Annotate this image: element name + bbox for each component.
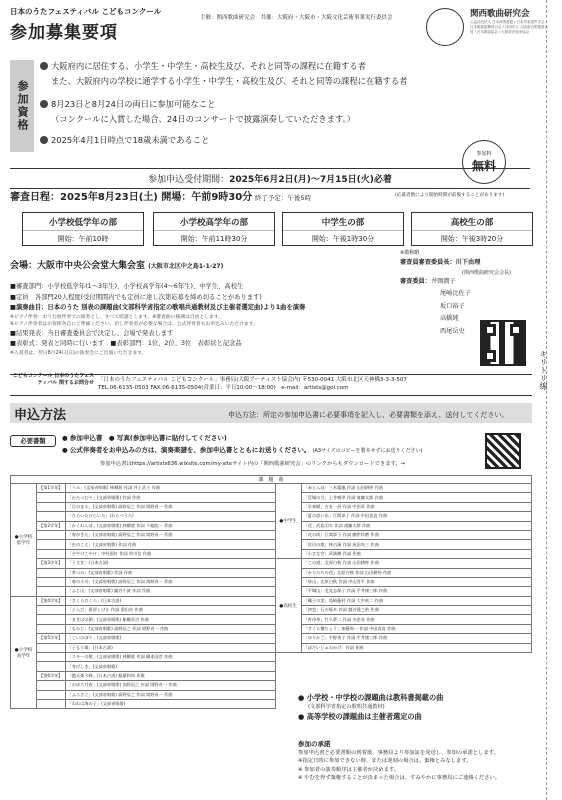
jury-chair-note: (関西歌曲研究会会長) [462, 269, 511, 276]
required-docs-label: 必要書類 [10, 435, 56, 447]
song-cell: 「子もり歌」(日本古謡) [65, 643, 275, 652]
table-row [11, 596, 532, 605]
qr-code-icon[interactable] [480, 320, 526, 366]
category-cell: ●中学生 [275, 484, 301, 559]
division-card [411, 212, 533, 246]
fee-small: 参加料 [476, 151, 492, 157]
division-name: 中学生の部 [283, 216, 403, 231]
grade-cell [37, 699, 66, 708]
song-cell: 「早春賦」吉丸一昌 作詞 中田章 作曲 [301, 502, 531, 511]
table-row [11, 587, 532, 596]
song-cell: 「ふるさと」(文部省唱歌) 高野辰之 作詞 岡野貞一 作曲 [65, 690, 275, 699]
table-row [11, 530, 532, 539]
grade-cell [37, 615, 66, 624]
song-cell: 「ふじ山」(文部省唱歌) 巌谷小波 作詞 作曲 [65, 587, 275, 596]
grade-cell [37, 681, 66, 690]
jury-member: 西尾岳史 [440, 327, 465, 335]
song-cell: 「スキーの歌」(文部省唱歌) 林柳波 作詞 橋本国彦 作曲 [65, 653, 275, 662]
song-cell: 「春がきた」(文部省唱歌) 高野辰之 作詞 岡野貞一 作曲 [65, 530, 275, 539]
grade-cell: 【第3学年】 [37, 559, 66, 568]
fee-big: 無料 [471, 159, 496, 173]
song-cell: 「初恋」石川啄木 作詞 越谷達之助 作曲 [301, 606, 531, 615]
division-card [22, 212, 144, 246]
requirement-note: ※ピアノ伴奏：おうた無伴奏での演奏とし、すべて暗譜とします。※審査曲の移調は自由とします。 [10, 314, 224, 320]
song-cell: 「宵待草」竹久夢二 作詞 多忠亮 作曲 [301, 615, 531, 624]
jury-member: 井岡潤子 [430, 277, 456, 285]
cut-line [546, 0, 547, 800]
required-doc: ● 公式伴奏者をお申込みの方は、演奏楽譜を、参加申込書とともにお送りください。 [62, 446, 311, 454]
song-cell: 「冬げしき」(文部省唱歌) [65, 662, 275, 671]
category-cell: ●小学校高学年 [11, 596, 37, 709]
requirement: ■定員 各部門20人程度(受付期間内でも定員に達し次第応募を締め切ることがあります) [10, 293, 262, 301]
requirement: ■表彰式：発表と同時に行います ■表彰部門：1位、2位、3位 表彰状と記念品 [10, 340, 242, 347]
jury-members-label: 審査委員： [400, 277, 431, 285]
schedule-note: (応募者数により開始時間が前後することがあります) [395, 193, 505, 198]
song-cell: 「椰子の実」島崎藤村 作詞 大中寅二 作曲 [301, 596, 531, 605]
period-value: 2025年6月2日(月)〜7月15日(火)必着 [229, 175, 392, 185]
required-doc-note: (A3サイズのコピーを製本せずにお送りください) [312, 448, 423, 454]
schedule-end: 終了予定：午後5時 [254, 194, 312, 202]
approval-line: ※ やむを得ず棄権することが決まった場合は、すみやかに事務局にご連絡ください。 [298, 775, 501, 781]
organization-logo-icon [426, 8, 464, 46]
logo-name: 関西歌曲研究会 [470, 9, 530, 19]
bullet-icon [40, 62, 48, 70]
grade-cell [37, 549, 66, 558]
song-cell: 「さくら横ちょう」加藤周一 作詞 中田喜直 作曲 [301, 624, 531, 633]
grade-cell [37, 643, 66, 652]
division-name: 高校生の部 [412, 216, 532, 231]
table-row [11, 540, 532, 549]
category-cell: ●小学校低学年 [11, 484, 37, 597]
cut-line-label: キリトリ線 [539, 350, 548, 390]
page-title: 参加募集要項 [10, 23, 118, 43]
note-line: (文部科学省指定の歌唱共通教材) [308, 703, 385, 710]
bullet-icon [40, 136, 48, 144]
division-time: 開始：午前11時30分 [180, 235, 248, 243]
jury-member: 坂口裕子 [440, 302, 465, 310]
qualification-item [40, 98, 215, 111]
song-cell: 「花」武島羽衣 作詞 滝廉太郎 作曲 [301, 521, 531, 530]
qualification-item: また、大阪府内の学校に通学する小学生・中学生・高校生及び、それと同等の課程に在籍する者 [51, 76, 408, 86]
download-link[interactable]: 参加申込書はhttps://artists636.wixsite.com/my-siteサイト内の「関西歌曲研究会」のリンクからもダウンロードできます。→ [100, 461, 406, 467]
table-row [11, 643, 532, 652]
jury-member: 高橋純 [440, 315, 459, 322]
repertoire-notes [298, 693, 536, 722]
song-cell: 「夕やけこやけ」中村雨紅 作詞 草川信 作曲 [65, 549, 275, 558]
qr-corner [510, 324, 522, 336]
song-cell: 「ぼだいじゅのかげ」作詞 作曲 [301, 643, 531, 652]
division-name: 小学校低学年の部 [23, 216, 143, 231]
division-time: 開始：午後1時30分 [311, 235, 375, 243]
qualification-text: 8月23日と8月24日の両日に参加可能なこと [51, 99, 216, 109]
table-row [11, 624, 532, 633]
organizer-contact [98, 376, 407, 392]
qr-corner [484, 324, 496, 336]
qr-code-icon[interactable] [485, 433, 521, 469]
song-cell: 「春の小川」(文部省唱歌) 高野辰之 作詞 岡野貞一 作曲 [65, 577, 275, 586]
jury-chair: 審査員審査委員長：川下由理 [400, 259, 481, 266]
division-name: 小学校高学年の部 [154, 216, 274, 231]
approval-line: ※ 参加者の演奏順序は主催者が決めます。 [298, 766, 400, 773]
song-cell: 「茶つみ」(文部省唱歌) 作詞 作曲 [65, 568, 275, 577]
jury-member: 尾崎比佐子 [440, 290, 471, 297]
approval-title: 参加の承諾 [298, 740, 331, 748]
requirement: ■演奏曲目：日本のうた 別表の課題曲(文部科学省指定の歌唱共通教材及び主催者選定曲)より1曲を演奏 [10, 304, 306, 311]
approval-section [298, 740, 536, 783]
song-cell: 「浜辺の歌」林古溪 作詞 成田為三 作曲 [301, 540, 531, 549]
song-cell: 「ゆりかご」平野英子 作詞 平井康三郎 作曲 [301, 634, 531, 643]
song-cell: 「とんび」葛原しげる 作詞 梁田貞 作曲 [65, 606, 275, 615]
table-row [11, 502, 532, 511]
qr-corner [484, 350, 496, 362]
song-cell: 「まきばの朝」(文部省唱歌) 船橋栄吉 作曲 [65, 615, 275, 624]
division-card [153, 212, 275, 246]
grade-cell [37, 493, 66, 502]
song-cell: 「夏の思い出」江間章子 作詞 中田喜直 作曲 [301, 512, 531, 521]
song-table-header: 課 題 曲 [11, 476, 532, 484]
grade-cell [37, 587, 66, 596]
table-row [11, 493, 532, 502]
requirements [10, 282, 395, 357]
approval-line: 参加申込書と必要書類の到着後、事務局より参加証を発送し、参加の承諾とします。 [298, 749, 499, 756]
period-label: 参加申込受付期間： [148, 175, 230, 185]
schedule-date: 審査日程：2025年8月23日(土) 開場：午前9時30分 [10, 192, 253, 203]
song-cell: 「虫のこえ」(文部省唱歌) 作詞 作曲 [65, 540, 275, 549]
apply-description: 申込方法：所定の参加申込書に必要事項を記入し、必要書類を添え、送付してください。 [228, 411, 509, 419]
table-row [11, 568, 532, 577]
grade-cell [37, 690, 66, 699]
table-row [11, 549, 532, 558]
table-row [11, 521, 532, 530]
table-row [11, 615, 532, 624]
song-table [10, 475, 532, 709]
requirement-note: ※入賞者は、翌日8月24日(日)の演奏会にご出演いただきます。 [10, 350, 147, 356]
song-cell: 「花の街」江間章子 作詞 團伊玖磨 作曲 [301, 530, 531, 539]
song-cell: 「もみじ」(文部省唱歌) 高野辰之 作詞 岡野貞一 作曲 [65, 624, 275, 633]
division-card [282, 212, 404, 246]
song-cell: 「われは海の子」(文部省唱歌) [65, 699, 275, 708]
requirement: ■結果発表：当日審査委員会で決定し、会場で発表します [10, 329, 174, 337]
table-row [11, 484, 532, 493]
jury-order: ※敬称略 [400, 250, 420, 256]
song-cell: 「ひらいたひらいた」(わらべうた) [65, 512, 275, 521]
venue [10, 258, 223, 271]
song-cell: 「荒城の月」土井晩翠 作詞 滝廉太郎 作曲 [301, 493, 531, 502]
grade-cell [37, 512, 66, 521]
requirement: ■審査部門：小学校低学年(1〜3年生)、小学校高学年(4〜6年生)、中学生、高校生 [10, 283, 244, 290]
grade-cell [37, 502, 66, 511]
table-row [11, 559, 532, 568]
venue-address: (大阪市北区中之島1-1-27) [148, 263, 224, 270]
qualification-text: 2025年4月1日時点で18歳未満であること [51, 135, 210, 145]
qualification-label: 参加資格 [10, 60, 34, 152]
song-cell: 「うみ」(文部省唱歌) 林柳波 作詞 井上武士 作曲 [65, 484, 275, 493]
grade-cell: 【第2学年】 [37, 521, 66, 530]
qualification-item [40, 60, 366, 73]
apply-title: 申込方法 [14, 408, 67, 423]
table-row [11, 512, 532, 521]
table-row [11, 653, 532, 662]
grade-cell: 【第1学年】 [37, 484, 66, 493]
grade-cell: 【第5学年】 [37, 634, 66, 643]
bullet-icon [40, 100, 48, 108]
song-cell: 「平城山」北見志保子 作詞 平井康三郎 作曲 [301, 587, 531, 596]
grade-cell [37, 624, 66, 633]
required-doc: ● 参加申込書 ● 写真(参加申込書に貼付してください) [62, 434, 227, 442]
division-time: 開始：午後3時20分 [440, 235, 504, 243]
song-cell: 「この道」北原白秋 作詞 山田耕筰 作曲 [301, 559, 531, 568]
application-period [10, 168, 530, 189]
song-cell: 「越天楽今様」(日本古謡) 慈鎮和尚 作歌 [65, 671, 275, 680]
table-row [11, 634, 532, 643]
grade-cell: 【第4学年】 [37, 596, 66, 605]
schedule [10, 188, 311, 203]
table-row [11, 577, 532, 586]
grade-cell [37, 540, 66, 549]
song-cell: 「うさぎ」(日本古謡) [65, 559, 275, 568]
festival-name: 日本のうたフェスティバル こどもコンクール [10, 7, 162, 16]
song-cell: 「からたちの花」北原白秋 作詞 山田耕筰 作曲 [301, 568, 531, 577]
category-cell: ●高校生 [275, 559, 301, 653]
grade-cell [37, 606, 66, 615]
song-table-body [11, 484, 532, 709]
grade-cell [37, 577, 66, 586]
organizer-line: 「日本のうたフェスティバル こどもコンクール」事務局(大阪アーティスト協会内) 〒530-0041 大阪市北区天神橋3-3-3-507 [98, 377, 407, 383]
qualification-item: （コンクールに入賞した場合、24日のコンサートで披露演奏していただきます。） [51, 114, 356, 124]
requirement-note: ※ピアノ伴奏者はお客様各自にご準備ください。但し伴奏者が必要な場合は、公式伴奏者もお申込みいただけます。 [10, 322, 258, 327]
approval-line: ※指定日時に参加できない時、または遅刻の場合は、棄権とみなします。 [298, 758, 472, 764]
song-cell: 「こいのぼり」(文部省唱歌) [65, 634, 275, 643]
song-cell: 「おぼろ月夜」(文部省唱歌) 高野辰之 作詞 岡野貞一 作曲 [65, 681, 275, 690]
grade-cell [37, 653, 66, 662]
grade-cell [37, 662, 66, 671]
note-line: ● 小学校・中学校の課題曲は教科書掲載の曲 [298, 693, 444, 702]
organizer-line: TEL.06-6135-0503 FAX.06-6135-0504(営業日：平日10:00〜18:00) e-mail：artists@gol.com [98, 385, 349, 391]
song-cell: 「日のまる」(文部省唱歌) 高野辰之 作詞 岡野貞一 作曲 [65, 502, 275, 511]
venue-main: 会場：大阪市中央公会堂大集会室 [10, 261, 146, 271]
grade-cell [37, 568, 66, 577]
organizer-label: こどもコンクール 日本のうたフェスティバル 関するお問合せ [12, 373, 94, 386]
grade-cell [37, 530, 66, 539]
logo-subtitle: 公益社団法人 日本演奏連盟 / 日本声楽発声学会 / 日本歌曲振興波の会 / 社団法人 大阪府合唱連盟会員 / 日本歌曲協会 / 大阪府音楽家協会 [470, 20, 549, 34]
required-docs [62, 432, 422, 457]
sponsor-line: 主催：関西歌曲研究会 共催：大阪府・大阪市・大阪文化芸術事業実行委員会 [200, 15, 393, 21]
song-cell: 「さくらさくら」(日本古謡) [65, 596, 275, 605]
song-cell: 「砂山」北原白秋 作詞 中山晋平 作曲 [301, 577, 531, 586]
qualification-text: 大阪府内に居住する、小学生・中学生・高校生及び、それと同等の課程に在籍する者 [51, 61, 366, 71]
table-row [11, 606, 532, 615]
song-cell: 「かたつむり」(文部省唱歌) 作詞 作曲 [65, 493, 275, 502]
song-cell: 「かくれんぼ」(文部省唱歌) 林柳波 作詞 下総皖一 作曲 [65, 521, 275, 530]
division-time: 開始：午前10時 [57, 235, 109, 243]
grade-cell: 【第6学年】 [37, 671, 66, 680]
qualification-item [40, 134, 209, 147]
song-cell: 「赤とんぼ」三木露風 作詞 山田耕筰 作曲 [301, 484, 531, 493]
note-line: ● 高等学校の課題曲は主催者選定の曲 [298, 712, 422, 721]
song-cell: 「小さな空」武満徹 作詞 作曲 [301, 549, 531, 558]
